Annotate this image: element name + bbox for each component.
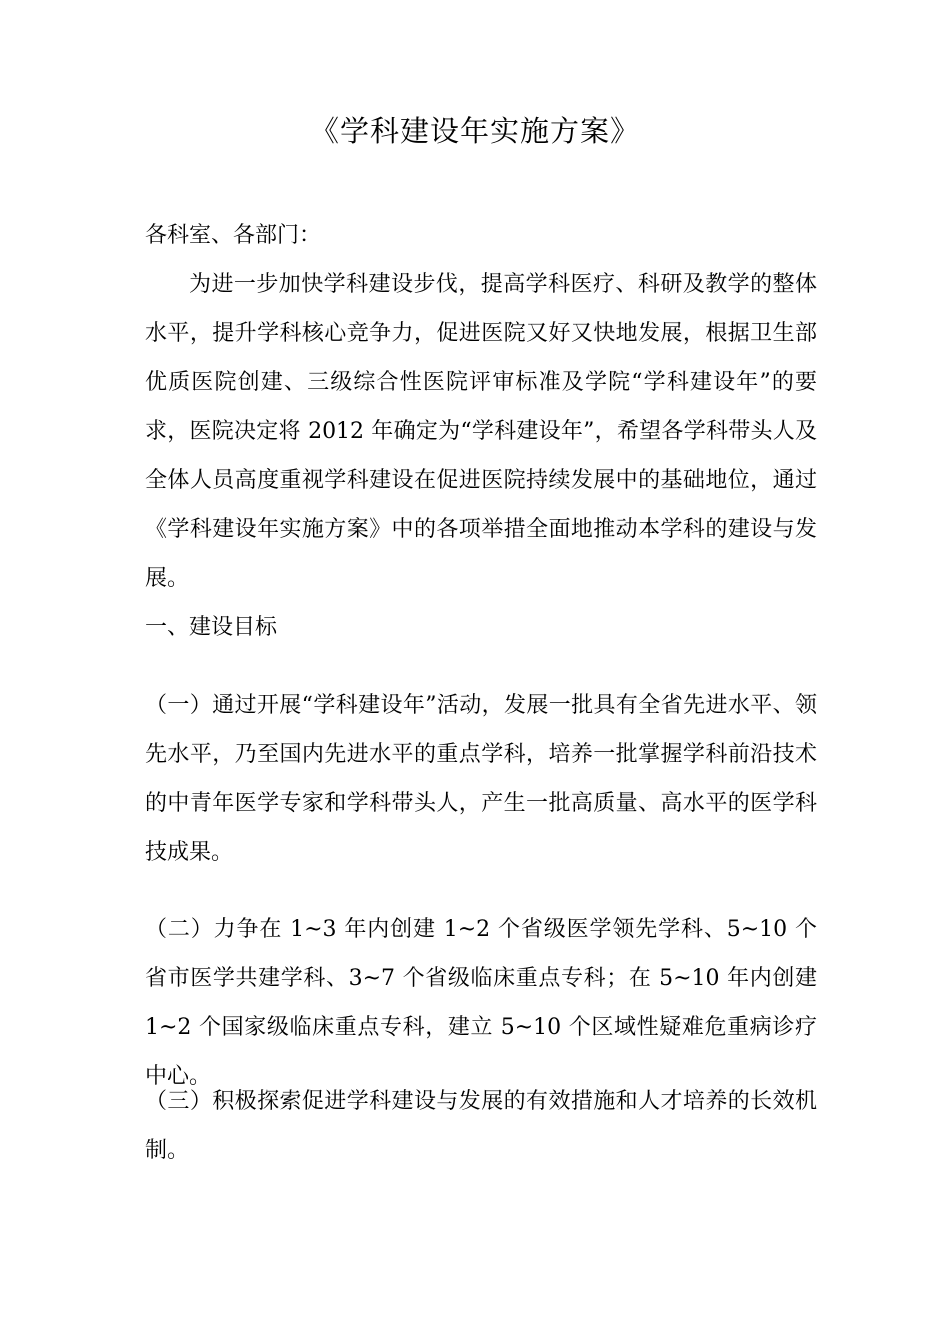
intro-paragraph: 为进一步加快学科建设步伐，提高学科医疗、科研及教学的整体水平，提升学科核心竞争力，促进医院又好又快地发展，根据卫生部优质医院创建、三级综合性医院评审标准及学院“学科建设年”的要求，医院决定将 2012 年确定为“学科建设年”，希望各学科带头人及全体人员高度重视学科建设在促进医院持续发展中的基础地位，通过《学科建设年实施方案》中的各项举措全面地推动本学科的建设与发展。 [145, 272, 817, 591]
goal-item-2: （二）力争在 1~3 年内创建 1~2 个省级医学领先学科、5~10 个省市医学共建学科、3~7 个省级临床重点专科；在 5~10 年内创建 1~2 个国家级临床重点专科，建立 5~10 个区域性疑难危重病诊疗中心。 [145, 917, 817, 1089]
section-heading-goals: 一、建设目标 [145, 615, 278, 640]
document-title: 《学科建设年实施方案》 [309, 114, 640, 148]
salutation: 各科室、各部门： [145, 223, 322, 248]
goal-item-1: （一）通过开展“学科建设年”活动，发展一批具有全省先进水平、领先水平，乃至国内先进水平的重点学科，培养一批掌握学科前沿技术的中青年医学专家和学科带头人，产生一批高质量、高水平的医学科技成果。 [145, 693, 817, 865]
goal-item-3: （三）积极探索促进学科建设与发展的有效措施和人才培养的长效机制。 [145, 1089, 817, 1163]
